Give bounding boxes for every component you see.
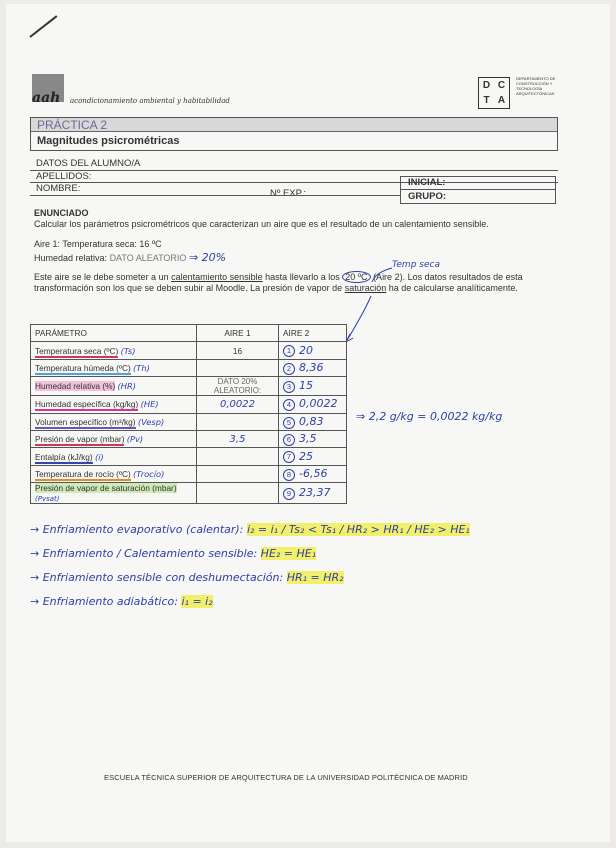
air1-value: [197, 465, 279, 482]
humidity-label: Humedad relativa:: [34, 253, 108, 263]
row-number-marker: 3: [283, 381, 295, 393]
header-air2: AIRE 2: [279, 325, 347, 342]
param-name: Presión de vapor (mbar): [35, 434, 125, 445]
statement-text: hasta llevarlo a los: [265, 272, 340, 282]
param-symbol: (HE): [140, 399, 159, 410]
air2-value: 8,36: [299, 361, 324, 375]
table-row: [31, 483, 347, 504]
footer-school: ESCUELA TÉCNICA SUPERIOR DE ARQUITECTURA DE LA UNIVERSIDAD POLITÉCNICA DE MADRID: [104, 773, 468, 782]
table-row: [31, 413, 347, 430]
statement: [34, 208, 554, 294]
air1-value: [197, 359, 279, 376]
humidity-handwritten: ⇒ 20%: [188, 251, 227, 264]
table-header-row: [31, 325, 347, 342]
dept-letter: T: [483, 95, 490, 106]
student-section-title: DATOS DEL ALUMNO/A: [36, 158, 141, 169]
note-text: → Enfriamiento adiabático:: [30, 595, 178, 608]
table-row: [31, 430, 347, 447]
row-number-marker: 5: [283, 417, 295, 429]
statement-heading: ENUNCIADO: [34, 208, 89, 218]
handwritten-notes: [30, 518, 470, 614]
table-row: [31, 342, 347, 359]
note-equation: HR₁ = HR₂: [286, 571, 344, 584]
dept-letter: A: [497, 95, 506, 106]
logo-text: aah: [32, 90, 61, 106]
air1-value: DATO 20% ALEATORIO:: [197, 377, 279, 396]
param-name: Volumen específico (m³/kg): [35, 416, 136, 427]
param-name: Presión de vapor de saturación (mbar): [35, 483, 177, 494]
statement-text: (Aire 2). Los datos resultados de esta transformación son los que se deben subir al Moodle. La presión de vapor de: [34, 272, 523, 293]
note-equation: i₂ = i₁ / Ts₂ < Ts₁ / HR₂ > HR₁ / HE₂ > HE₁: [246, 523, 470, 536]
surnames-label: APELLIDOS:: [36, 171, 92, 182]
dept-letter: D: [482, 80, 491, 91]
param-name: Temperatura de rocío (ºC): [35, 468, 131, 479]
air2-value: -6,56: [299, 467, 328, 481]
air1-value: 16: [197, 342, 279, 359]
table-row: [31, 396, 347, 413]
note-equation: HE₂ = HE₁: [260, 547, 317, 560]
row-number-marker: 7: [283, 451, 295, 463]
note-equation: i₁ = i₂: [181, 595, 213, 608]
param-symbol: (Pv): [126, 434, 144, 445]
group-label: GRUPO:: [408, 191, 446, 202]
divider: [400, 189, 556, 190]
humidity-conversion-note: ⇒ 2,2 g/kg = 0,0022 kg/kg: [356, 410, 503, 423]
statement-intro: Calcular los parámetros psicrométricos que caracterizan un aire que es el resultado de un calentamiento sensible.: [34, 219, 489, 229]
row-number-marker: 1: [283, 345, 295, 357]
note-line: [30, 542, 470, 566]
statement-text-circled: 20 ºC: [342, 271, 370, 283]
statement-text-underlined: calentamiento sensible: [171, 272, 263, 282]
air1-value: [197, 483, 279, 504]
row-number-marker: 8: [283, 469, 295, 481]
air2-value: 15: [299, 379, 313, 393]
practice-number: PRÁCTICA 2: [37, 118, 108, 132]
note-line: [30, 518, 470, 542]
param-name: Humedad relativa (%): [35, 381, 116, 392]
param-name: Temperatura húmeda (ºC): [35, 362, 131, 373]
param-symbol: (i): [94, 451, 104, 462]
air1-value: 0,0022: [197, 396, 279, 413]
department-name: DEPARTAMENTO DE CONSTRUCCIÓN Y TECNOLOGÍA ARQUITECTÓNICAS: [516, 76, 556, 96]
practice-title: Magnitudes psicrométricas: [37, 135, 180, 147]
air2-value: 0,0022: [299, 397, 338, 411]
air2-value: 20: [299, 343, 313, 357]
practice-bar: [31, 118, 557, 132]
dept-letter: C: [497, 80, 506, 91]
parameters-table: [30, 324, 347, 504]
department-logo: [478, 77, 510, 109]
header-air1: AIRE 1: [197, 325, 279, 342]
air2-value: 23,37: [299, 486, 331, 500]
row-number-marker: 4: [283, 399, 295, 411]
note-text: → Enfriamiento / Calentamiento sensible:: [30, 547, 258, 560]
initial-label: INICIAL:: [408, 177, 446, 188]
row-number-marker: 6: [283, 434, 295, 446]
param-symbol: (Ts): [120, 345, 136, 356]
air1-value: [197, 413, 279, 430]
table-row: [31, 377, 347, 396]
param-symbol: (HR): [117, 381, 137, 392]
air2-value: 0,83: [299, 414, 324, 428]
note-line: [30, 590, 470, 614]
row-number-marker: 9: [283, 488, 295, 500]
param-symbol: (Vesp): [137, 416, 165, 427]
air1-value: [197, 448, 279, 465]
table-row: [31, 465, 347, 482]
param-symbol: (Th): [133, 362, 150, 373]
statement-text-underlined: saturación: [344, 283, 387, 293]
note-line: [30, 566, 470, 590]
param-name: Entalpía (kJ/kg): [35, 451, 93, 462]
header-parameter: PARÁMETRO: [31, 325, 197, 342]
note-text: → Enfriamiento sensible con deshumectación:: [30, 571, 284, 584]
row-number-marker: 2: [283, 363, 295, 375]
exp-label: Nº EXP.:: [270, 188, 307, 199]
divider: [30, 195, 400, 196]
param-name: Temperatura seca (ºC): [35, 345, 119, 356]
note-text: → Enfriamiento evaporativo (calentar):: [30, 523, 244, 536]
table-row: [31, 359, 347, 376]
logo-tagline: acondicionamiento ambiental y habitabilidad: [70, 97, 230, 105]
name-label: NOMBRE:: [36, 183, 81, 194]
air2-value: 3,5: [299, 432, 317, 446]
param-name: Humedad específica (kg/kg): [35, 399, 139, 410]
statement-paragraph: [34, 272, 549, 294]
air1-label: Aire 1: Temperatura seca: 16 ºC: [34, 239, 162, 249]
divider: [30, 170, 558, 171]
param-symbol: (Trocío): [133, 468, 165, 479]
statement-text: Este aire se le debe someter a un: [34, 272, 169, 282]
air2-value: 25: [299, 449, 313, 463]
table-row: [31, 448, 347, 465]
statement-text: ha de calcularse analíticamente.: [388, 283, 518, 293]
param-symbol: (Pvsat): [35, 495, 60, 504]
temp-note: Temp seca: [392, 260, 440, 270]
humidity-value: DATO ALEATORIO: [109, 253, 187, 263]
air1-value: 3,5: [197, 430, 279, 447]
practice-header: [30, 117, 558, 151]
